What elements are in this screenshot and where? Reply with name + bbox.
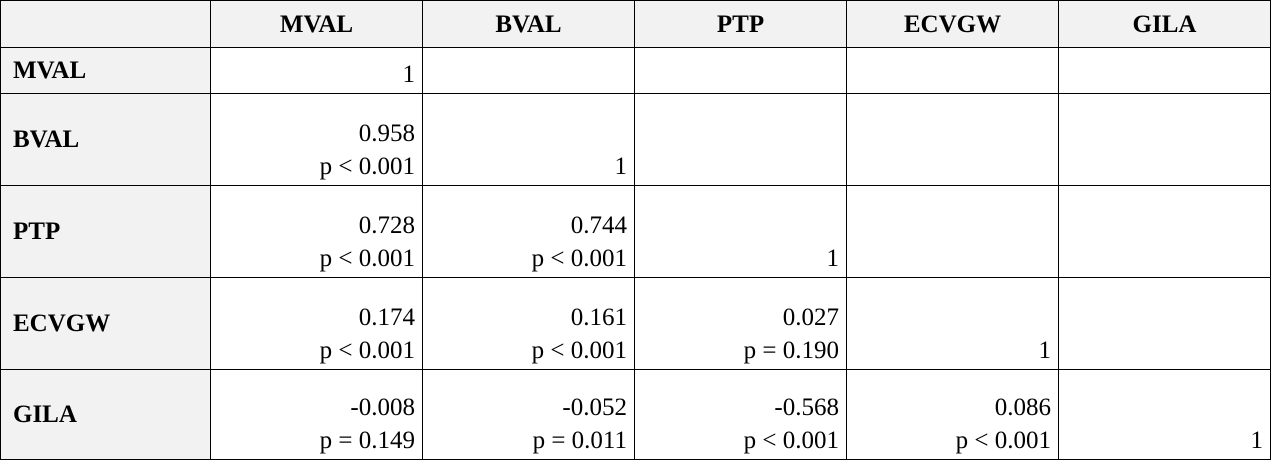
table-cell (635, 278, 847, 370)
table-cell (423, 94, 635, 186)
table-cell (635, 186, 847, 278)
cell-p-value: p < 0.001 (743, 427, 839, 454)
column-header-bval: BVAL (423, 1, 635, 48)
table-row-mval (1, 48, 1271, 94)
table-cell (423, 48, 635, 94)
cell-coefficient: 1 (1250, 427, 1263, 454)
cell-coefficient: 1 (614, 153, 627, 180)
table-cell (847, 278, 1059, 370)
row-header-mval: MVAL (1, 48, 211, 94)
cell-coefficient: -0.008 (350, 394, 415, 421)
table-cell (635, 370, 847, 460)
column-header-mval: MVAL (211, 1, 423, 48)
cell-coefficient: 1 (1038, 337, 1051, 364)
cell-coefficient: 0.161 (570, 304, 627, 331)
row-header-gila: GILA (1, 370, 211, 460)
table-cell (1059, 94, 1271, 186)
cell-p-value: p = 0.190 (743, 337, 839, 364)
column-header-ptp: PTP (635, 1, 847, 48)
table-cell (423, 186, 635, 278)
table-cell (211, 48, 423, 94)
table-cell (847, 94, 1059, 186)
table-cell (1059, 278, 1271, 370)
cell-p-value: p < 0.001 (531, 245, 627, 272)
row-header-ecvgw: ECVGW (1, 278, 211, 370)
table-cell (211, 278, 423, 370)
table-cell (1059, 370, 1271, 460)
cell-p-value: p < 0.001 (319, 337, 415, 364)
table-cell (635, 94, 847, 186)
column-header-gila: GILA (1059, 1, 1271, 48)
table-cell (1059, 186, 1271, 278)
table-cell (423, 370, 635, 460)
cell-coefficient: 0.174 (358, 304, 415, 331)
column-header-ecvgw: ECVGW (847, 1, 1059, 48)
cell-p-value: p < 0.001 (319, 153, 415, 180)
cell-coefficient: 0.086 (994, 394, 1051, 421)
cell-p-value: p < 0.001 (319, 245, 415, 272)
table-cell (211, 94, 423, 186)
row-header-ptp: PTP (1, 186, 211, 278)
header-row (1, 1, 1271, 48)
table-cell (211, 370, 423, 460)
table-cell (847, 370, 1059, 460)
table-row-bval (1, 94, 1271, 186)
cell-coefficient: 1 (402, 61, 415, 88)
cell-coefficient: 0.958 (358, 120, 415, 147)
cell-p-value: p = 0.011 (532, 427, 627, 454)
cell-p-value: p = 0.149 (319, 427, 415, 454)
cell-coefficient: 0.728 (358, 212, 415, 239)
table-cell (847, 48, 1059, 94)
table-cell (423, 278, 635, 370)
cell-coefficient: -0.568 (774, 394, 839, 421)
table-cell (635, 48, 847, 94)
table-cell (847, 186, 1059, 278)
table-cell (211, 186, 423, 278)
row-header-bval: BVAL (1, 94, 211, 186)
cell-coefficient: 1 (826, 245, 839, 272)
table-row-ptp (1, 186, 1271, 278)
table-row-ecvgw (1, 278, 1271, 370)
cell-p-value: p < 0.001 (955, 427, 1051, 454)
cell-coefficient: -0.052 (562, 394, 627, 421)
corner-cell (1, 1, 211, 48)
cell-coefficient: 0.744 (570, 212, 627, 239)
cell-p-value: p < 0.001 (531, 337, 627, 364)
table-cell (1059, 48, 1271, 94)
cell-coefficient: 0.027 (782, 304, 839, 331)
table-row-gila (1, 370, 1271, 460)
